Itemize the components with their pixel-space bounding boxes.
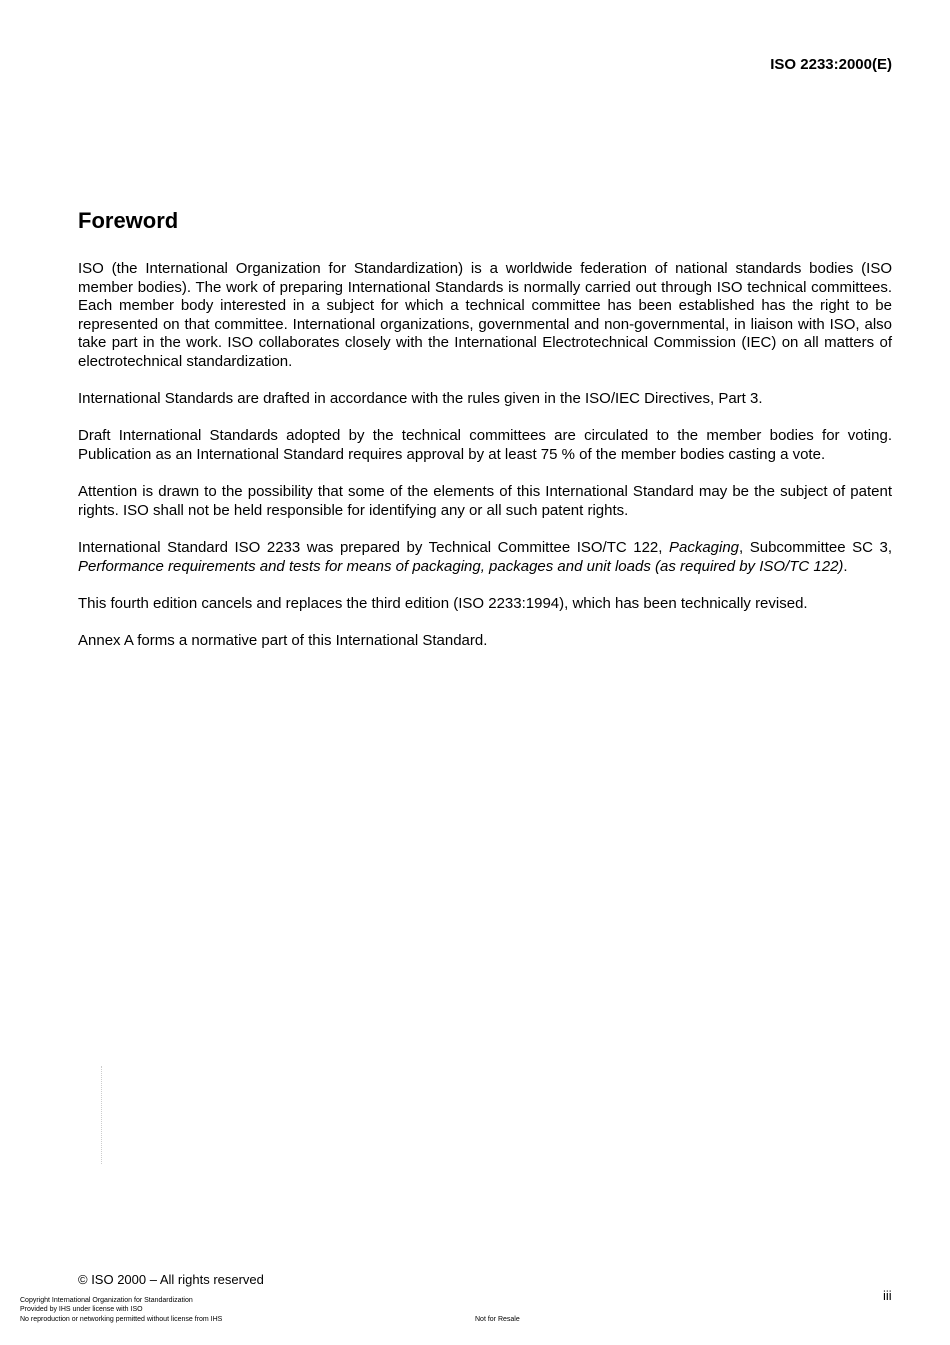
license-line-1: Copyright International Organization for Standardization: [20, 1297, 193, 1304]
paragraph: ISO (the International Organization for Standardization) is a worldwide federation of national standards bodies (ISO member bodies). The work of preparing International Standards is normally carried out through ISO technical committees. Each member body interested in a subject for which a technical committee has been established has the right to be represented on that committee. International organizations, governmental and non-governmental, in liaison with ISO, also take part in the work. ISO collaborates closely with the International Electrotechnical Commission (IEC) on all matters of electrotechnical standardization.: [78, 260, 892, 370]
text: .: [843, 557, 848, 575]
paragraph: [78, 539, 892, 576]
paragraph: Attention is drawn to the possibility that some of the elements of this International Standard may be the subject of patent rights. ISO shall not be held responsible for identifying any or all such patent rights.: [78, 483, 892, 519]
license-line-2: Provided by IHS under license with ISO: [20, 1306, 143, 1313]
not-for-resale: Not for Resale: [475, 1316, 520, 1323]
faint-margin-mark: [101, 1066, 105, 1164]
foreword-body: [78, 260, 892, 669]
paragraph: Annex A forms a normative part of this International Standard.: [78, 631, 488, 649]
page-number: iii: [883, 1288, 892, 1303]
license-line-3: No reproduction or networking permitted without license from IHS: [20, 1316, 223, 1323]
page-title: Foreword: [78, 208, 179, 233]
paragraph: This fourth edition cancels and replaces the third edition (ISO 2233:1994), which has been technically revised.: [78, 594, 808, 612]
document-id-header: ISO 2233:2000(E): [770, 56, 892, 73]
text: , Subcommittee SC 3,: [739, 538, 892, 556]
text: International Standard ISO 2233 was prepared by Technical Committee ISO/TC 122,: [78, 538, 669, 556]
committee-name: Packaging: [668, 538, 740, 556]
copyright-footer: © ISO 2000 – All rights reserved: [78, 1272, 264, 1287]
paragraph: Draft International Standards adopted by the technical committees are circulated to the member bodies for voting. Publication as an International Standard requires approval by at least 75 % of the member bodies casting a vote.: [78, 427, 892, 463]
subcommittee-name: Performance requirements and tests for means of packaging, packages and unit loads (as required by ISO/TC 122): [78, 557, 844, 575]
paragraph: International Standards are drafted in accordance with the rules given in the ISO/IEC Directives, Part 3.: [78, 390, 763, 408]
